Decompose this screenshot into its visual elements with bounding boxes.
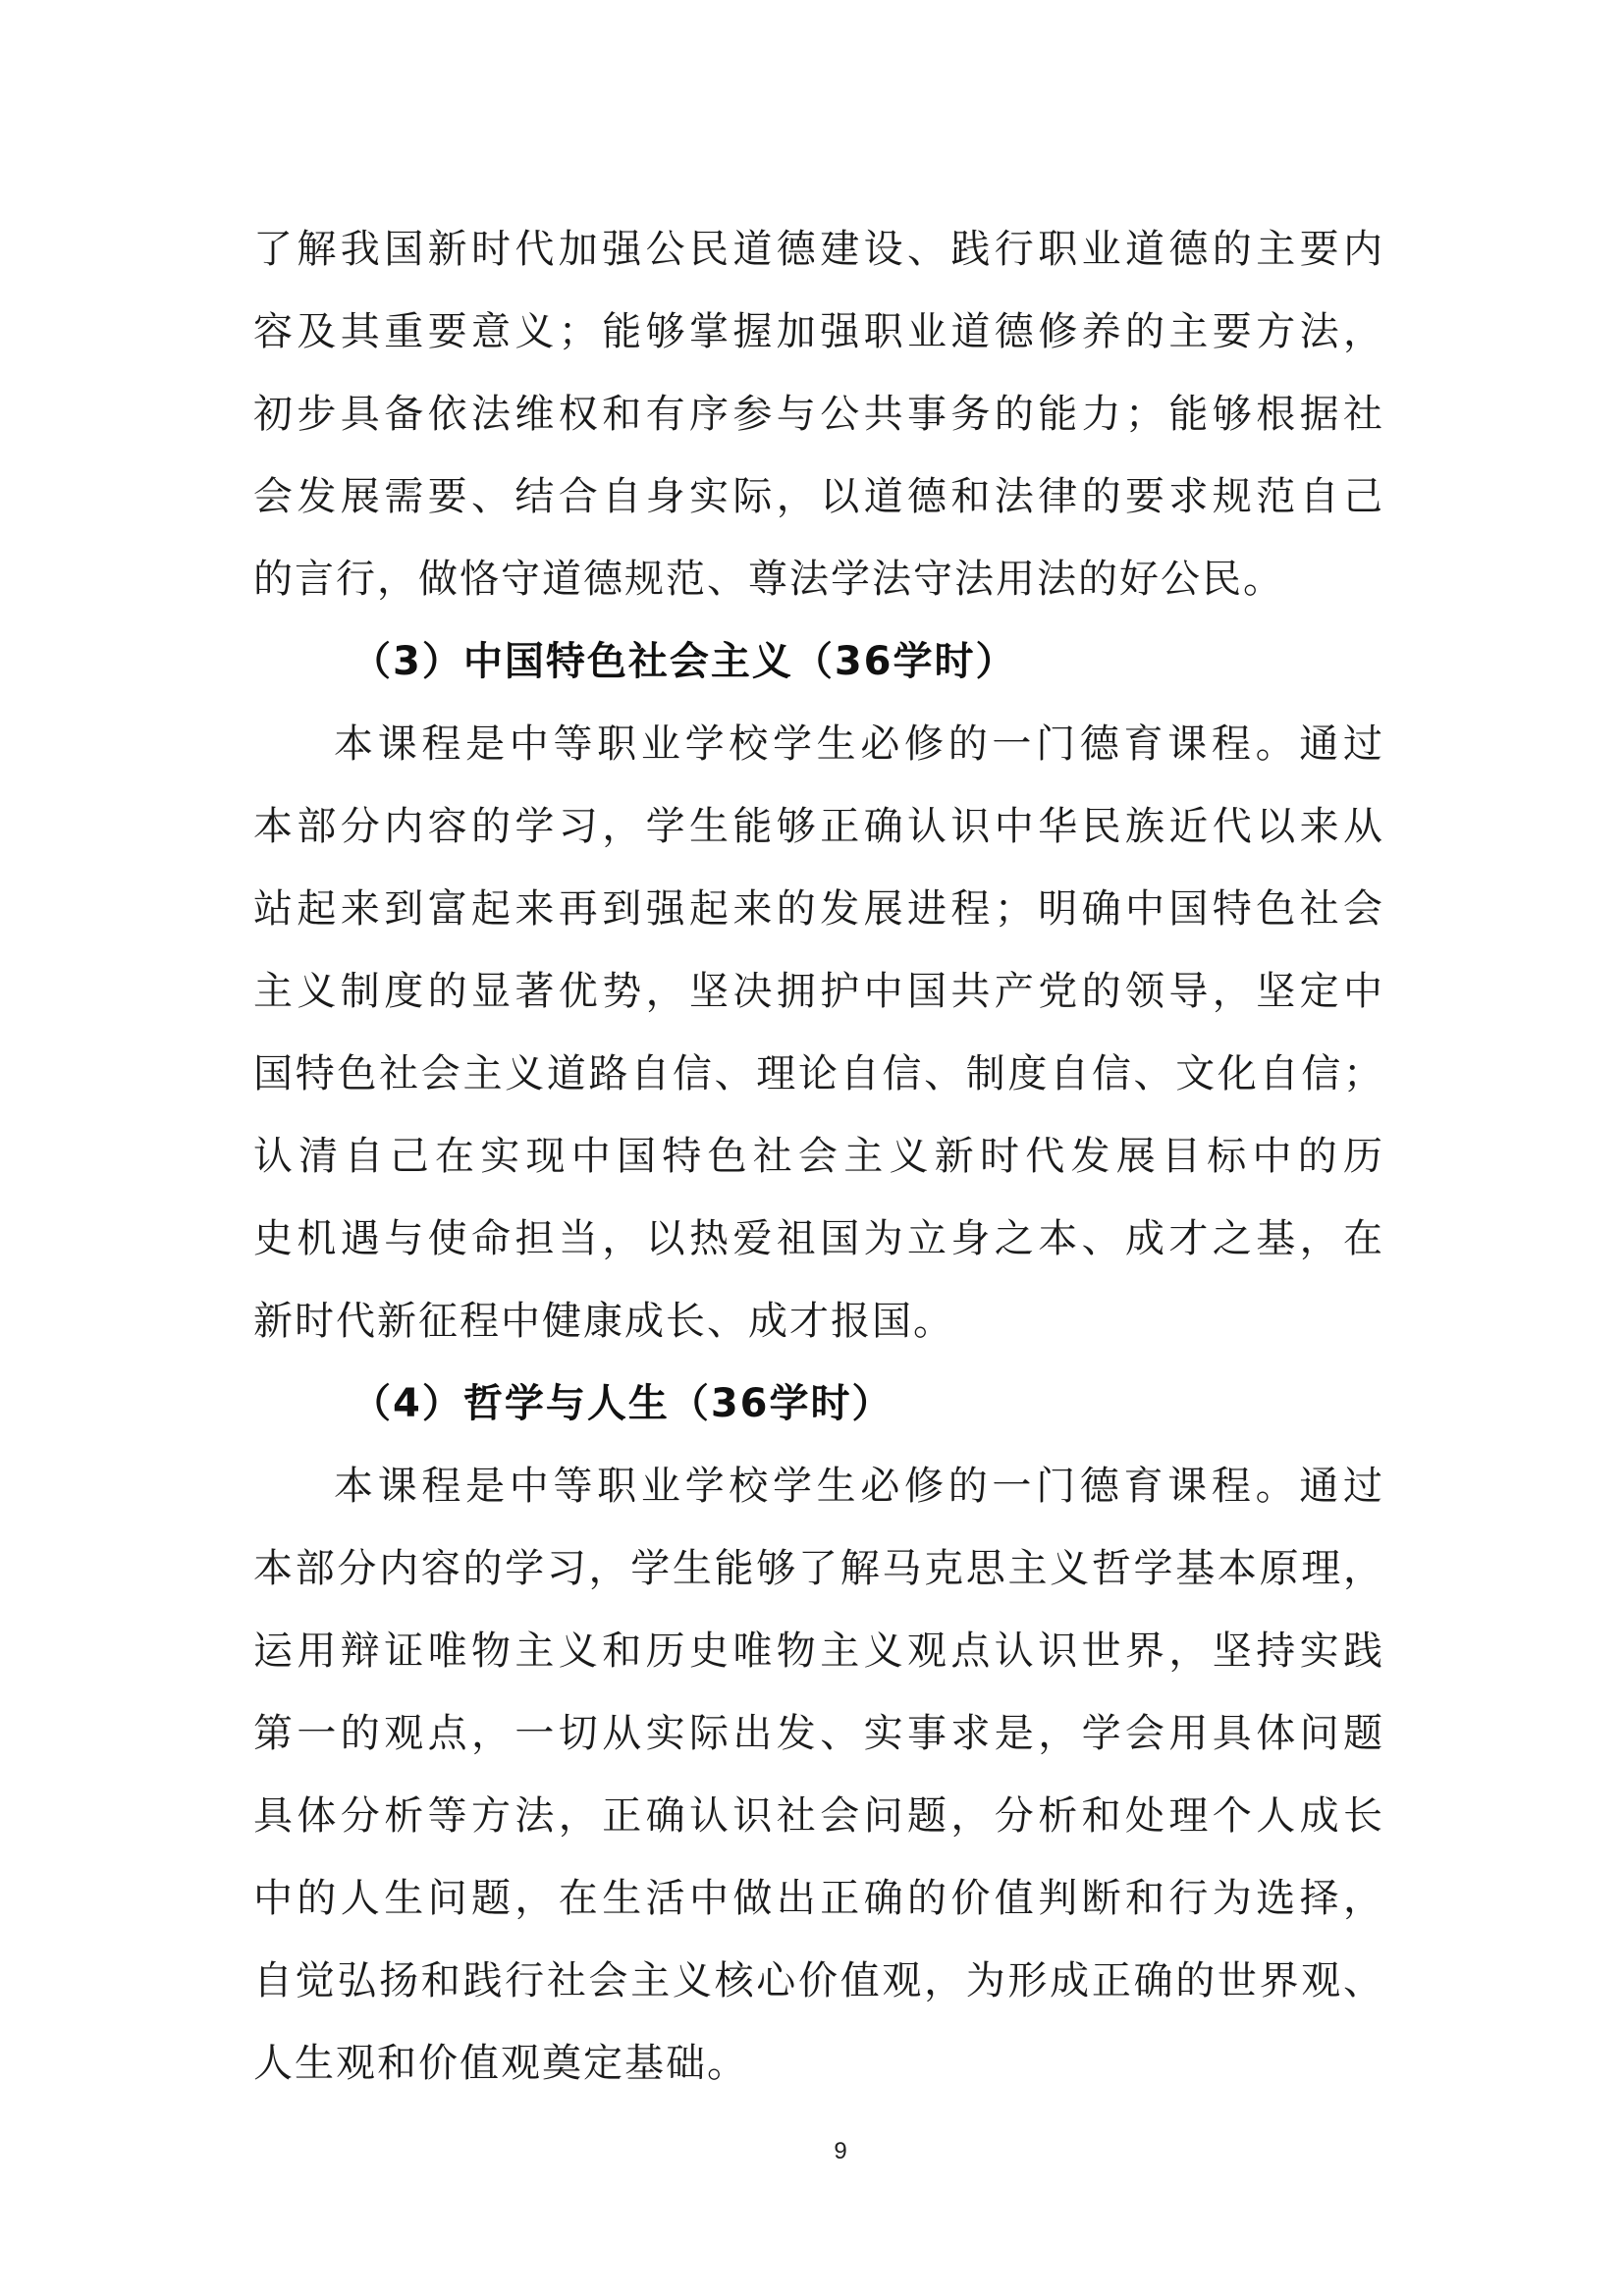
text-line: 新时代新征程中健康成长、成才报国。 xyxy=(253,1299,954,1344)
text-line: 史机遇与使命担当，以热爱祖国为立身之本、成才之基，在 xyxy=(253,1216,1384,1261)
text-line: 本课程是中等职业学校学生必修的一门德育课程。通过 xyxy=(334,721,1384,767)
text-line: 运用辩证唯物主义和历史唯物主义观点认识世界，坚持实践 xyxy=(253,1629,1384,1674)
text-line: 的言行，做恪守道德规范、尊法学法守法用法的好公民。 xyxy=(253,557,1284,602)
text-line: 初步具备依法维权和有序参与公共事务的能力；能够根据社 xyxy=(253,392,1384,437)
text-line: 本部分内容的学习，学生能够正确认识中华民族近代以来从 xyxy=(253,804,1384,849)
text-line: 站起来到富起来再到强起来的发展进程；明确中国特色社会 xyxy=(253,886,1384,932)
text-line: 中的人生问题，在生活中做出正确的价值判断和行为选择， xyxy=(253,1876,1384,1921)
text-line: 主义制度的显著优势，坚决拥护中国共产党的领导，坚定中 xyxy=(253,969,1384,1014)
page-number: 9 xyxy=(834,2138,847,2164)
text-line: 自觉弘扬和践行社会主义核心价值观，为形成正确的世界观、 xyxy=(253,1958,1384,2003)
text-line: 本部分内容的学习，学生能够了解马克思主义哲学基本原理， xyxy=(253,1546,1384,1591)
text-line: 容及其重要意义；能够掌握加强职业道德修养的主要方法， xyxy=(253,309,1384,354)
text-line: 具体分析等方法，正确认识社会问题，分析和处理个人成长 xyxy=(253,1793,1384,1839)
text-line: 认清自己在实现中国特色社会主义新时代发展目标中的历 xyxy=(253,1134,1384,1179)
section-heading: （3）中国特色社会主义（36学时） xyxy=(352,639,1017,684)
text-line: 第一的观点，一切从实际出发、实事求是，学会用具体问题 xyxy=(253,1711,1384,1756)
text-line: 会发展需要、结合自身实际，以道德和法律的要求规范自己 xyxy=(253,474,1384,519)
text-line: 本课程是中等职业学校学生必修的一门德育课程。通过 xyxy=(334,1464,1384,1509)
text-line: 人生观和价值观奠定基础。 xyxy=(253,2041,748,2086)
text-line: 了解我国新时代加强公民道德建设、践行职业道德的主要内 xyxy=(253,227,1384,272)
text-line: 国特色社会主义道路自信、理论自信、制度自信、文化自信； xyxy=(253,1051,1384,1096)
section-heading: （4）哲学与人生（36学时） xyxy=(352,1381,893,1426)
